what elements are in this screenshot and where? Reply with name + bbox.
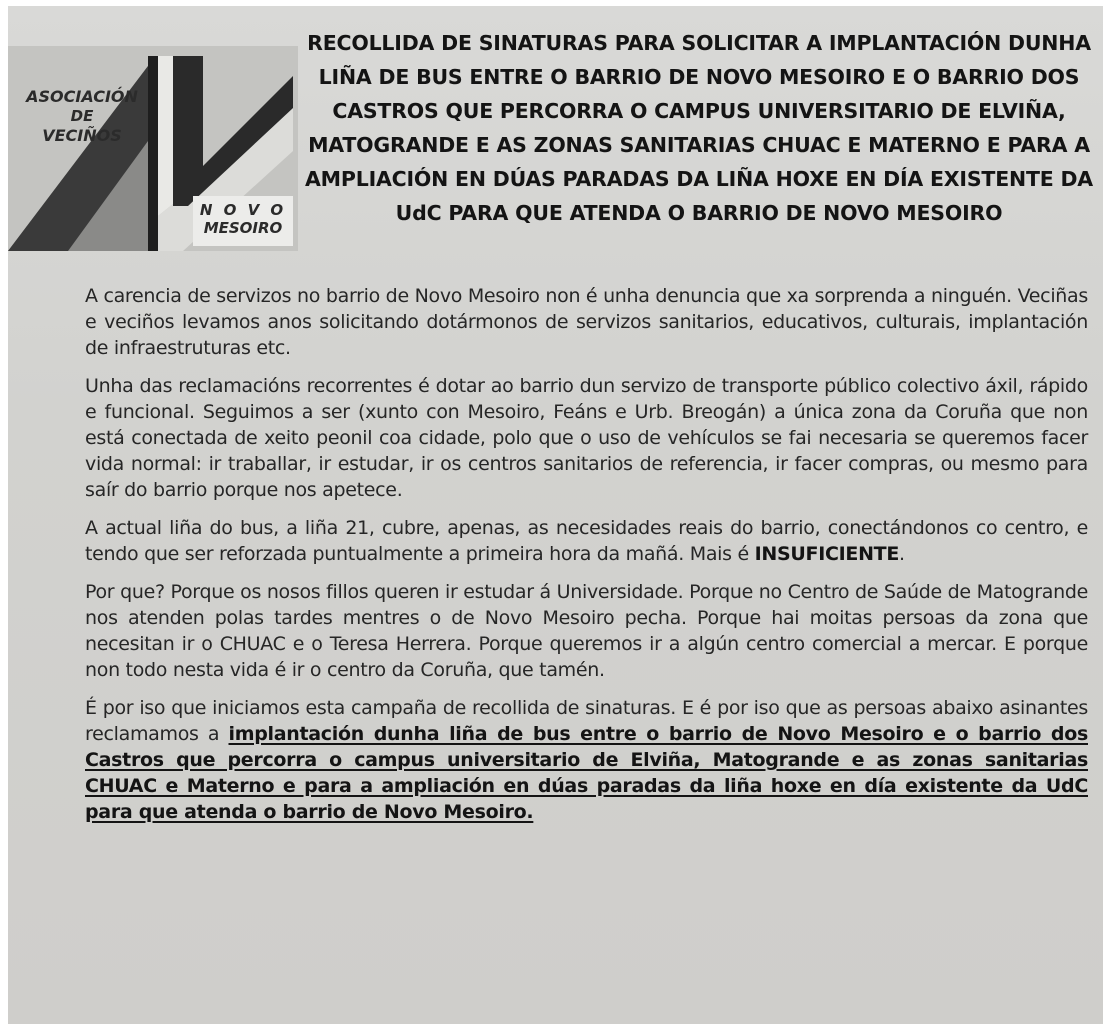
logo-line-asociacion: ASOCIACIÓN [26, 87, 138, 106]
logo-line-vecinos: VECIÑOS [42, 126, 122, 145]
petition-body [85, 283, 1088, 837]
petition-title: RECOLLIDA DE SINATURAS PARA SOLICITAR A IMPLANTACIÓN DUNHA LIÑA DE BUS ENTRE O BARRIO DE NOVO MESOIRO E O BARRIO DOS CASTROS QUE PERCORRA O CAMPUS UNIVERSITARIO DE ELVIÑA, MATOGRANDE E AS ZONAS SANITARIAS CHUAC E MATERNO E PARA A AMPLIACIÓN EN DÚAS PARADAS DA LIÑA HOXE EN DÍA EXISTENTE DA UdC PARA QUE ATENDA O BARRIO DE NOVO MESOIRO [305, 31, 1093, 225]
petition-sheet [8, 6, 1103, 1024]
paragraph-5 [85, 695, 1088, 825]
paragraph-3 [85, 515, 1088, 567]
paragraph-3-text: A actual liña do bus, a liña 21, cubre, apenas, as necesidades reais do barrio, conectándonos co centro, e tendo que ser reforzada puntualmente a primeira hora da mañá. Mais é [85, 517, 1088, 565]
association-logo [8, 46, 298, 251]
insufficient-emphasis: INSUFICIENTE [754, 543, 900, 565]
paragraph-2: Unha das reclamacións recorrentes é dotar ao barrio dun servizo de transporte público colectivo áxil, rápido e funcional. Seguimos a ser (xunto con Mesoiro, Feáns e Urb. Breogán) a única zona da Coruña que non está conectada de xeito peonil coa cidade, polo que o uso de vehículos se fai necesaria se queremos facer vida normal: ir traballar, ir estudar, ir os centros sanitarios de referencia, ir facer compras, ou mesmo para saír do barrio porque nos apetece. [85, 375, 1088, 501]
paragraph-3-end: . [899, 543, 905, 565]
logo-line-de: DE [70, 107, 94, 125]
logo-line-novo: N O V O [199, 201, 287, 219]
paragraph-4: Por que? Porque os nosos fillos queren ir estudar á Universidade. Porque no Centro de Saúde de Matogrande nos atenden polas tardes mentres o de Novo Mesoiro pecha. Porque hai moitas persoas da zona que necesitan ir o CHUAC e o Teresa Herrera. Porque queremos ir a algún centro comercial a mercar. E porque non todo nesta vida é ir o centro da Coruña, que tamén. [85, 581, 1088, 681]
petition-demand: implantación dunha liña de bus entre o barrio de Novo Mesoiro e o barrio dos Castros que percorra o campus universitario de Elviña, Matogrande e as zonas sanitarias CHUAC e Materno e para a ampliación en dúas paradas da liña hoxe en día existente da UdC para que atenda o barrio de Novo Mesoiro. [85, 723, 1088, 823]
paragraph-1: A carencia de servizos no barrio de Novo Mesoiro non é unha denuncia que xa sorprenda a ninguén. Veciñas e veciños levamos anos solicitando dotármonos de servizos sanitarios, educativos, culturais, implantación de infraestruturas etc. [85, 285, 1088, 359]
logo-line-mesoiro: MESOIRO [203, 219, 283, 237]
paragraph-5-text: É por iso que iniciamos esta campaña de recollida de sinaturas. E é por iso que as persoas abaixo asinantes reclamamos a [85, 697, 1088, 745]
